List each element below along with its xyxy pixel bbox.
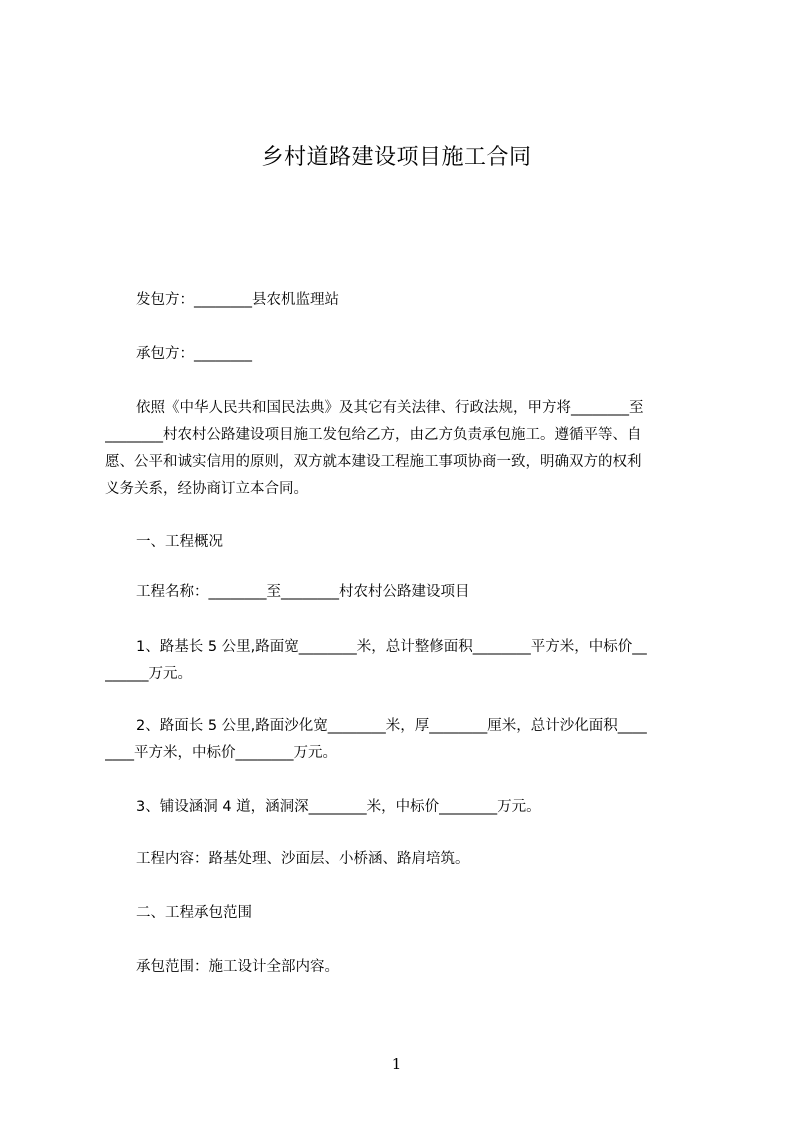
party-b-line: 承包方：________ bbox=[136, 346, 252, 362]
section-heading-scope: 二、工程承包范围 bbox=[136, 905, 252, 921]
preamble-line: 依照《中华人民共和国民法典》及其它有关法律、行政法规，甲方将________至 bbox=[136, 400, 644, 416]
scope-line: 承包范围：施工设计全部内容。 bbox=[136, 959, 339, 975]
document-title: 乡村道路建设项目施工合同 bbox=[261, 145, 532, 170]
preamble-paragraph bbox=[105, 395, 702, 503]
party-a-line: 发包方：________县农机监理站 bbox=[136, 292, 339, 308]
preamble-line: ________村农村公路建设项目施工发包给乙方，由乙方负责承包施工。遵循平等、自 bbox=[105, 427, 642, 443]
page-number: 1 bbox=[391, 1055, 402, 1073]
preamble-line: 义务关系，经协商订立本合同。 bbox=[105, 481, 308, 497]
section-heading-overview: 一、工程概况 bbox=[136, 534, 223, 550]
project-content-line: 工程内容：路基处理、沙面层、小桥涵、路肩培筑。 bbox=[136, 851, 470, 867]
item-1-line: 1、路基长 5 公里,路面宽________米，总计整修面积________平方米，中标价__ bbox=[136, 639, 647, 655]
item-2-line: ____平方米，中标价________万元。 bbox=[105, 745, 337, 761]
item-3-line: 3、铺设涵洞 4 道，涵洞深________米，中标价________万元。 bbox=[136, 799, 541, 815]
item-2-line: 2、路面长 5 公里,路面沙化宽________米，厚________厘米，总计沙化面积____ bbox=[136, 718, 647, 734]
project-name-line: 工程名称：________至________村农村公路建设项目 bbox=[136, 584, 470, 600]
item-1-line: ______万元。 bbox=[105, 666, 192, 682]
preamble-line: 愿、公平和诚实信用的原则，双方就本建设工程施工事项协商一致，明确双方的权利 bbox=[105, 454, 642, 470]
item-2-paragraph bbox=[105, 713, 702, 767]
item-1-paragraph bbox=[105, 634, 702, 688]
